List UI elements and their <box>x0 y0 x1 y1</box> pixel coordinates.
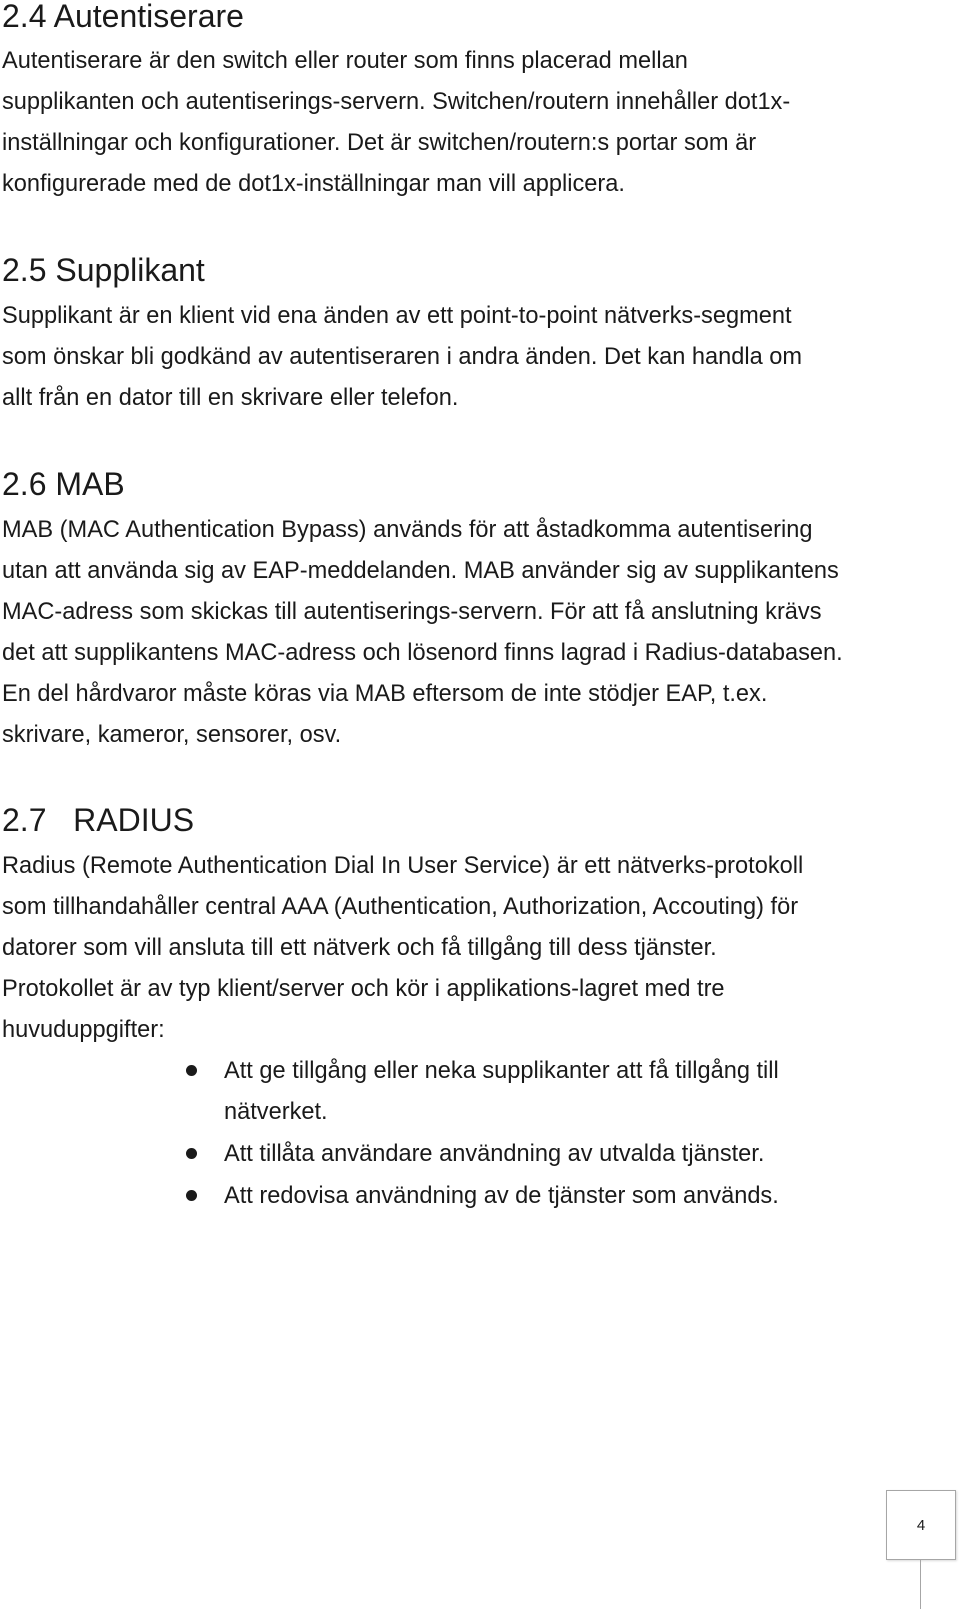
text-line: MAB (MAC Authentication Bypass) används för att åstadkomma autentisering <box>2 517 813 543</box>
bullet-icon <box>186 1190 197 1201</box>
paragraph-autentiserare <box>2 41 947 205</box>
text-line: utan att använda sig av EAP-meddelanden. MAB använder sig av supplikantens <box>2 558 839 584</box>
paragraph-supplikant <box>2 296 947 419</box>
list-item <box>0 1051 960 1133</box>
paragraph-mab <box>2 510 947 756</box>
text-line: datorer som vill ansluta till ett nätverk och få tillgång till dess tjänster. <box>2 935 717 961</box>
list-item <box>0 1134 960 1175</box>
text-line: nätverket. <box>224 1099 328 1125</box>
bullet-icon <box>186 1065 197 1076</box>
list-item <box>0 1176 960 1217</box>
text-line: Att tillåta användare användning av utvalda tjänster. <box>224 1141 765 1167</box>
text-line: som önskar bli godkänd av autentiseraren i andra änden. Det kan handla om <box>2 344 803 370</box>
text-line: Autentiserare är den switch eller router som finns placerad mellan <box>2 48 688 74</box>
page-number-connector <box>920 1560 921 1609</box>
heading-mab: 2.6 MAB <box>2 466 125 502</box>
text-line: huvuduppgifter: <box>2 1017 165 1043</box>
text-line: Att ge tillgång eller neka supplikanter att få tillgång till <box>224 1058 779 1084</box>
text-line: som tillhandahåller central AAA (Authentication, Authorization, Accouting) för <box>2 894 799 920</box>
text-line: supplikanten och autentiserings-servern. Switchen/routern innehåller dot1x- <box>2 89 791 115</box>
heading-supplikant: 2.5 Supplikant <box>2 252 205 288</box>
text-line: Supplikant är en klient vid ena änden av ett point-to-point nätverks-segment <box>2 303 792 329</box>
page-number-box <box>886 1490 956 1560</box>
text-line: Radius (Remote Authentication Dial In User Service) är ett nätverks-protokoll <box>2 853 804 879</box>
text-line: skrivare, kameror, sensorer, osv. <box>2 722 342 748</box>
page-number: 4 <box>916 1516 926 1534</box>
heading-radius: 2.7 RADIUS <box>2 802 195 838</box>
text-line: allt från en dator till en skrivare eller telefon. <box>2 385 459 411</box>
text-line: Att redovisa användning av de tjänster som används. <box>224 1183 779 1209</box>
text-line: MAC-adress som skickas till autentiserings-servern. För att få anslutning krävs <box>2 599 822 625</box>
paragraph-radius <box>2 846 947 1051</box>
radius-task-list <box>0 1051 960 1218</box>
heading-autentiserare: 2.4 Autentiserare <box>2 0 244 34</box>
text-line: inställningar och konfigurationer. Det är switchen/routern:s portar som är <box>2 130 757 156</box>
text-line: Protokollet är av typ klient/server och kör i applikations-lagret med tre <box>2 976 725 1002</box>
text-line: En del hårdvaror måste köras via MAB eftersom de inte stödjer EAP, t.ex. <box>2 681 768 707</box>
bullet-icon <box>186 1148 197 1159</box>
text-line: det att supplikantens MAC-adress och lösenord finns lagrad i Radius-databasen. <box>2 640 843 666</box>
text-line: konfigurerade med de dot1x-inställningar man vill applicera. <box>2 171 625 197</box>
